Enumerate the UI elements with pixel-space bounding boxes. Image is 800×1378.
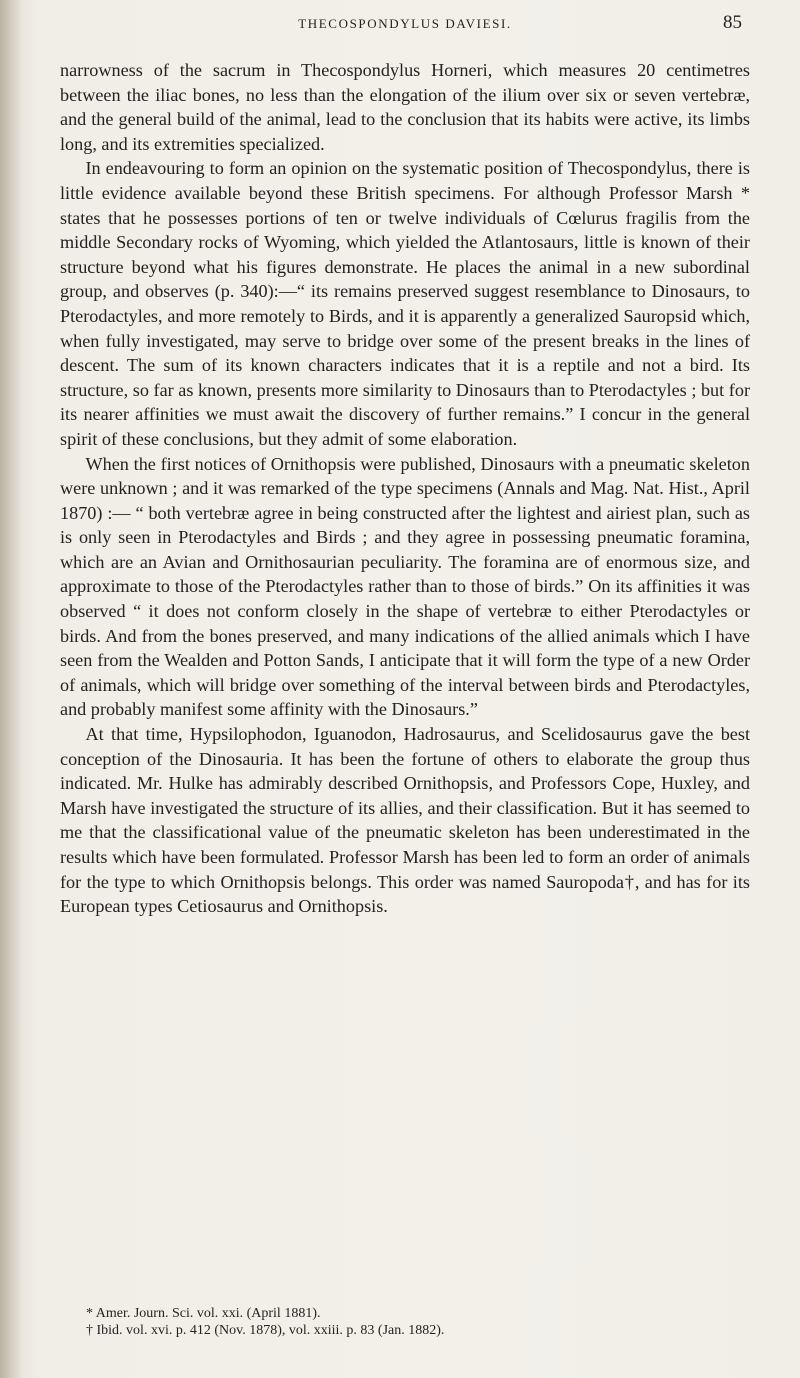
running-head: THECOSPONDYLUS DAVIESI. <box>298 16 512 31</box>
paragraph-3: When the first notices of Ornithopsis were published, Dinosaurs with a pneumatic skeleton were unknown ; and it was remarked of the type specimens (Annals and Mag. Nat. Hist., April 1870) :— “ both vertebræ agree in being constructed after the lightest and airiest plan, such as is only seen in Pterodactyles and Birds ; and they agree in possessing pneumatic foramina, which are an Avian and Ornithosaurian peculiarity. The foramina are of enormous size, and approximate to those of the Pterodactyles rather than to those of birds.” On its affinities it was observed “ it does not conform closely in the shape of vertebræ to either Pterodactyles or birds. And from the bones preserved, and many indications of the allied animals which I have seen from the Wealden and Potton Sands, I anticipate that it will form the type of a new Order of animals, which will bridge over something of the interval between birds and Pterodactyles, and probably manifest some affinity with the Dinosaurs.” <box>60 453 750 720</box>
footnote-1: * Amer. Journ. Sci. vol. xxi. (April 1881). <box>86 1306 321 1321</box>
paragraph-1: narrowness of the sacrum in Thecospondylus Horneri, which measures 20 centimetres between the iliac bones, no less than the elongation of the ilium over six or seven vertebræ, and the general build of the animal, lead to the conclusion that its habits were active, its limbs long, and its extremities specialized. <box>60 60 750 154</box>
paragraph-2: In endeavouring to form an opinion on the systematic position of Thecospondylus, there is little evidence available beyond these British specimens. For although Professor Marsh * states that he possesses portions of ten or twelve individuals of Cœlurus fragilis from the middle Secondary rocks of Wyoming, which yielded the Atlantosaurs, little is known of their structure beyond what his figures demonstrate. He places the animal in a new subordinal group, and observes (p. 340):—“ its remains preserved suggest resemblance to Dinosaurs, to Pterodactyles, and more remotely to Birds, and it is apparently a generalized Sauropsid which, when fully investigated, may serve to bridge over some of the present breaks in the lines of descent. The sum of its known characters indicates that it is a reptile and not a bird. Its structure, so far as known, presents more similarity to Dinosaurs than to Pterodactyles ; but for its nearer affinities we must await the discovery of further remains.” I concur in the general spirit of these conclusions, but they admit of some elaboration. <box>60 158 750 449</box>
page-number: 85 <box>723 12 742 33</box>
footnote-2: † Ibid. vol. xvi. p. 412 (Nov. 1878), vol. xxiii. p. 83 (Jan. 1882). <box>86 1323 445 1338</box>
footnotes <box>60 1305 750 1339</box>
page-header <box>60 8 750 40</box>
binding-shadow <box>0 0 22 1378</box>
body-text <box>60 58 750 919</box>
paragraph-4: At that time, Hypsilophodon, Iguanodon, Hadrosaurus, and Scelidosaurus gave the best conception of the Dinosauria. It has been the fortune of others to elaborate the group thus indicated. Mr. Hulke has admirably described Ornithopsis, and Professors Cope, Huxley, and Marsh have investigated the structure of its allies, and their classification. But it has seemed to me that the classificational value of the pneumatic skeleton has been underestimated in the results which have been formulated. Professor Marsh has been led to form an order of animals for the type to which Ornithopsis belongs. This order was named Sauropoda†, and has for its European types Cetiosaurus and Ornithopsis. <box>60 724 750 917</box>
